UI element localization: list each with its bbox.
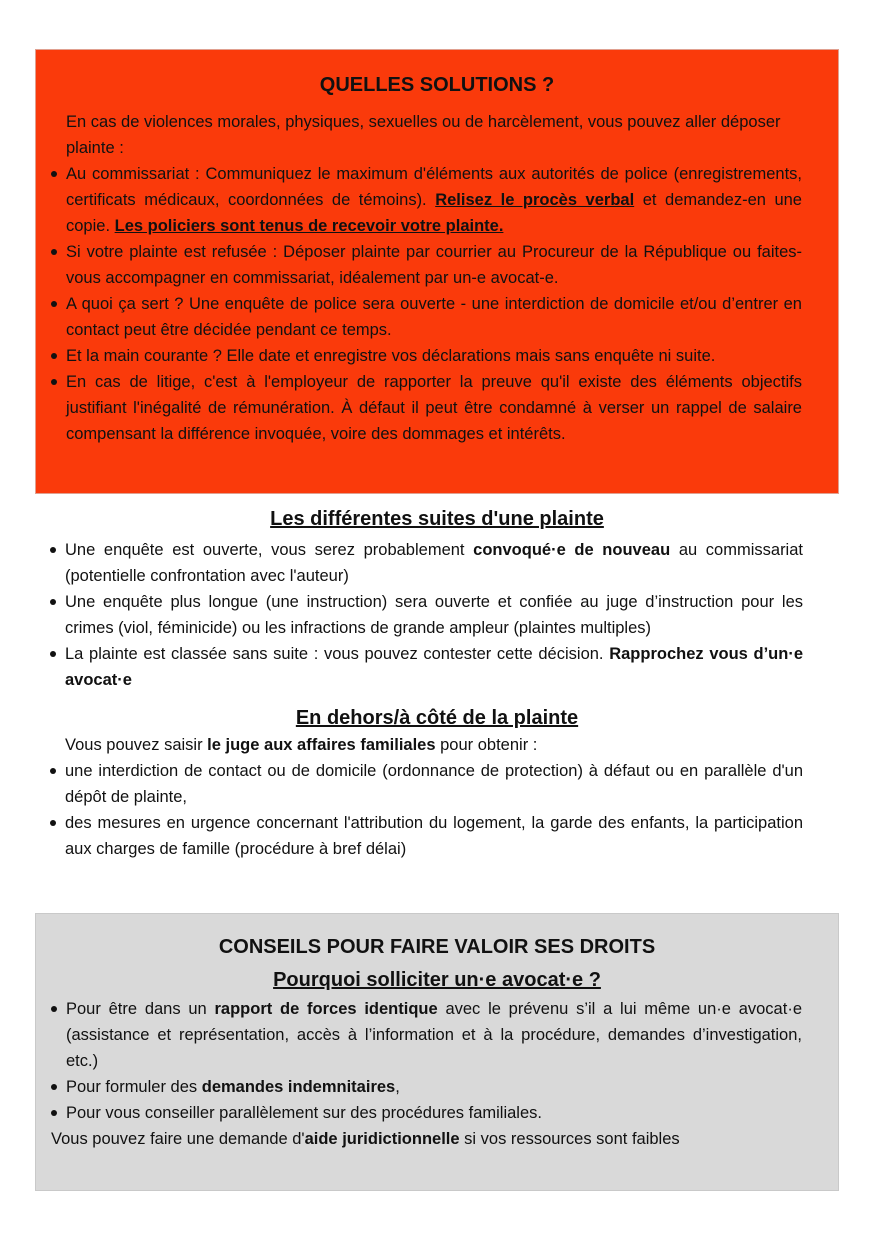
list-item: La plainte est classée sans suite : vous pouvez contester cette décision. Rapprochez vous d’un·e avocat·e (35, 641, 839, 693)
conseils-subtitle: Pourquoi solliciter un·e avocat·e ? (273, 969, 601, 991)
emphasis-text: convoqué·e de nouveau (473, 541, 671, 559)
list-item: Une enquête est ouverte, vous serez probablement convoqué·e de nouveau au commissariat (potentielle confrontation avec l'auteur) (35, 537, 839, 589)
conseils-footer: Vous pouvez faire une demande d'aide juridictionnelle si vos ressources sont faibles (51, 1130, 680, 1148)
conseils-list (36, 996, 838, 1126)
dehors-intro: Vous pouvez saisir le juge aux affaires familiales pour obtenir : (65, 736, 538, 754)
list-item: A quoi ça sert ? Une enquête de police sera ouverte - une interdiction de domicile et/ou d’entrer en contact peut être décidée pendant ce temps. (36, 291, 838, 343)
emphasis-text: le juge aux affaires familiales (207, 736, 436, 754)
solutions-panel (35, 49, 839, 494)
list-item: une interdiction de contact ou de domicile (ordonnance de protection) à défaut ou en parallèle d'un dépôt de plainte, (35, 758, 839, 810)
list-item: Pour formuler des demandes indemnitaires, (36, 1074, 838, 1100)
emphasis-text: Relisez le procès verbal (435, 191, 635, 209)
dehors-title: En dehors/à côté de la plainte (295, 707, 579, 729)
plain-sections (35, 508, 839, 862)
solutions-list (36, 161, 838, 447)
list-item: Et la main courante ? Elle date et enregistre vos déclarations mais sans enquête ni suite. (36, 343, 838, 369)
solutions-title: QUELLES SOLUTIONS ? (319, 74, 555, 96)
emphasis-text: demandes indemnitaires (201, 1078, 396, 1096)
list-item: Pour vous conseiller parallèlement sur des procédures familiales. (36, 1100, 838, 1126)
list-item: Si votre plainte est refusée : Déposer plainte par courrier au Procureur de la République ou faites-vous accompagner en commissariat, idéalement par un-e avocat-e. (36, 239, 838, 291)
conseils-title: CONSEILS POUR FAIRE VALOIR SES DROITS (218, 936, 656, 958)
emphasis-text: aide juridictionnelle (304, 1130, 460, 1148)
list-item: En cas de litige, c'est à l'employeur de rapporter la preuve qu'il existe des éléments objectifs justifiant l'inégalité de rémunération. À défaut il peut être condamné à verser un rappel de salaire compensant la différence invoquée, voire des dommages et intérêts. (36, 369, 838, 447)
emphasis-text: rapport de forces identique (214, 1000, 438, 1018)
list-item: Une enquête plus longue (une instruction) sera ouverte et confiée au juge d’instruction pour les crimes (viol, féminicide) ou les infractions de grande ampleur (plaintes multiples) (35, 589, 839, 641)
solutions-intro: En cas de violences morales, physiques, sexuelles ou de harcèlement, vous pouvez aller déposer plainte : (66, 113, 781, 157)
suites-list (35, 537, 839, 693)
list-item: des mesures en urgence concernant l'attribution du logement, la garde des enfants, la participation aux charges de famille (procédure à bref délai) (35, 810, 839, 862)
emphasis-text: Les policiers sont tenus de recevoir votre plainte. (114, 217, 504, 235)
list-item: Au commissariat : Communiquez le maximum d'éléments aux autorités de police (enregistrements, certificats médicaux, coordonnées de témoins). Relisez le procès verbal et demandez-en une copie. Les policiers sont tenus de recevoir votre plainte. (36, 161, 838, 239)
suites-title: Les différentes suites d'une plainte (270, 508, 604, 530)
conseils-panel (35, 913, 839, 1191)
list-item: Pour être dans un rapport de forces identique avec le prévenu s’il a lui même un·e avocat·e (assistance et représentation, accès à l’information et à la procédure, demandes d’investigation, etc.) (36, 996, 838, 1074)
emphasis-text: Rapprochez vous d’un·e avocat·e (65, 645, 803, 689)
dehors-list (35, 758, 839, 862)
